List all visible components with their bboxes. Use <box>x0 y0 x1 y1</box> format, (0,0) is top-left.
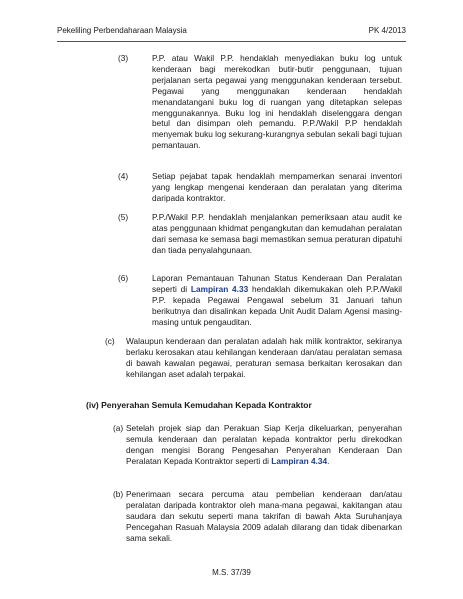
item-text: Laporan Pemantauan Tahunan Status Kenderaan Dan Peralatan seperti di Lampiran 4.33 hendaklah dikemukakan oleh P.P./Wakil P.P. kepada Pegawai Pengawal sebelum 31 Januari tahun berikutnya dan disalinkan kepada Unit Audit Dalam Agensi masing-masing untuk pengauditan. <box>152 273 402 327</box>
item-text: P.P./Wakil P.P. hendaklah menjalankan pemeriksaan atau audit ke atas penggunaan khidmat pengangkutan dan kemudahan peralatan dari semasa ke semasa bagi memastikan semua peraturan dipatuhi dan tiada penyalahgunaan. <box>152 212 402 255</box>
lampiran-link[interactable]: Lampiran 4.34 <box>271 455 328 466</box>
item-text: Walaupun kenderaan dan peralatan adalah hak milik kontraktor, sekiranya berlaku kerosakan atau kehilangan kenderaan dan/atau peralatan semasa di bawah kawalan pegawai, peraturan semasa berkaitan kerosakan dan kehilangan aset adalah terpakai. <box>126 336 402 379</box>
page-number: M.S. 37/39 <box>212 568 251 577</box>
list-item-c <box>105 336 402 392</box>
item-text: Setelah projek siap dan Perakuan Siap Kerja dikeluarkan, penyerahan semula kenderaan dan peralatan kepada kontraktor perlu direkodkan dengan mengisi Borang Pengesahan Penyerahan Kenderaan Dan Peralatan Kepada Kontraktor seperti di Lampiran 4.34. <box>126 423 402 466</box>
section-item-a <box>113 423 402 479</box>
item-text: P.P. atau Wakil P.P. hendaklah menyediakan buku log untuk kenderaan bagi merekodkan butir-butir penggunaan, tujuan perjalanan serta pegawai yang menggunakan kenderaan tersebut. Pegawai yang menggunakan kenderaan hendaklah menandatangani buku log di ruangan yang ditetapkan selepas menggunakannya. Buku log ini hendaklah diselenggara dengan betul dan disimpan oleh pemandu. P.P./Wakil P.P hendaklah menyemak buku log sekurang-kurangnya sebulan sekali bagi tujuan pemantauan. <box>152 53 402 151</box>
header-divider <box>57 41 406 42</box>
header-reference: PK 4/2013 <box>368 26 406 35</box>
list-item-5 <box>118 212 402 258</box>
item-number: (5) <box>118 212 129 222</box>
list-item-4 <box>118 171 402 205</box>
lampiran-link[interactable]: Lampiran 4.33 <box>190 283 249 294</box>
item-number: (b) <box>113 489 124 499</box>
list-item-3 <box>118 53 402 163</box>
item-text: Setiap pejabat tapak hendaklah mempamerkan senarai inventori yang lengkap mengenai kenderaan dan peralatan yang diterima daripada kontraktor. <box>152 171 402 203</box>
page-header <box>57 26 406 40</box>
list-item-6 <box>118 273 402 329</box>
item-number: (4) <box>118 171 129 181</box>
header-title: Pekeliling Perbendaharaan Malaysia <box>57 26 187 35</box>
item-text: Penerimaan secara percuma atau pembelian kenderaan dan/atau peralatan daripada kontraktor oleh mana-mana pegawai, kakitangan atau saudara dan sekutu seperti mana takrifan di bawah Akta Suruhanjaya Pencegahan Rasuah Malaysia 2009 adalah dilarang dan tidak dibenarkan sama sekali. <box>126 489 402 543</box>
section-heading: (iv) Penyerahan Semula Kemudahan Kepada Kontraktor <box>86 400 312 410</box>
item-number: (3) <box>118 53 129 63</box>
item-number: (c) <box>105 336 115 346</box>
section-item-b <box>113 489 402 545</box>
item-number: (a) <box>113 423 124 433</box>
item-number: (6) <box>118 273 129 283</box>
